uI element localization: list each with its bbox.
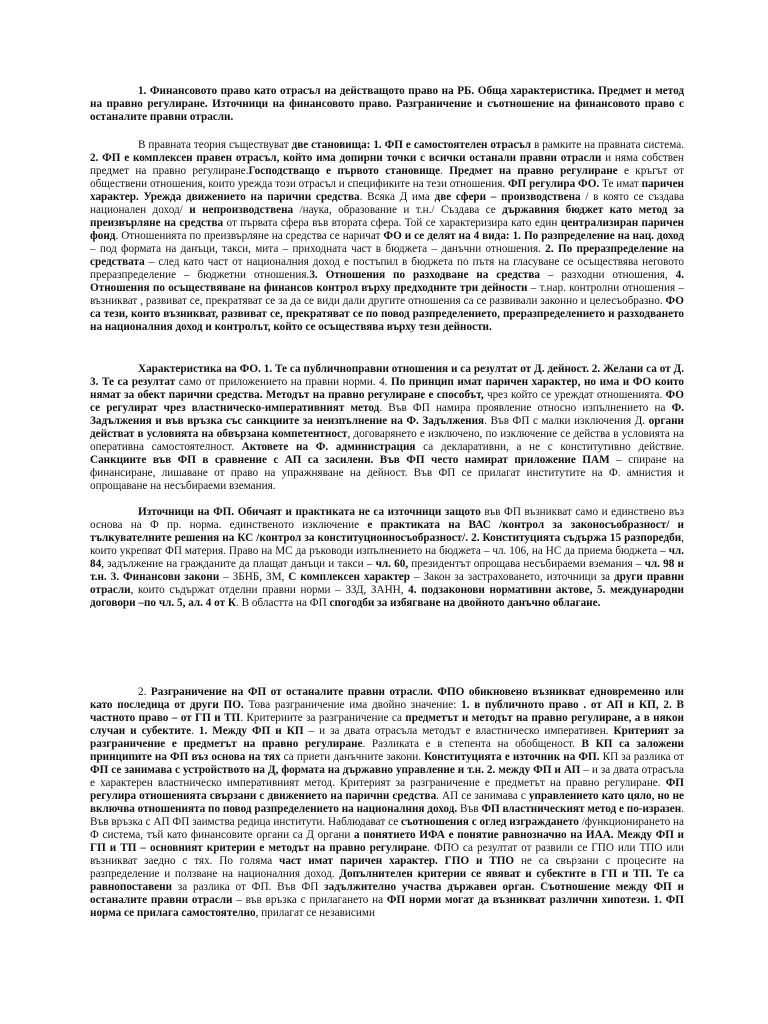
text-run: , които укрепват ФП материя. Право на МС да ръководи изпълнението на бюджета – чл. 106, на НС да приема бюджета – xyxy=(90,532,684,557)
text-run: , прилагат се независими xyxy=(255,907,375,919)
text-run: . Отношенията по преизвърляне на средства се наричат xyxy=(115,230,384,242)
text-run: само от приложението на правни норми. 4. xyxy=(175,376,392,388)
text-run: Те имат xyxy=(599,178,642,190)
bold-run: 4. подзаконови нормативни актове, 5. международни договори –по чл. 5, ал. 4 от К xyxy=(90,584,684,609)
text-run: . ФПО са резултат от развили се ГПО или ТПО или възникват заедно с тях. По голяма xyxy=(90,842,684,867)
bold-run: чл. 60, xyxy=(375,558,409,570)
bold-run: С комплексен характер xyxy=(288,571,410,583)
bold-run: 2. По преразпределение на средствата xyxy=(90,243,684,268)
bold-run: част имат паричен характер. ГПО и ТПО xyxy=(279,855,515,867)
bold-run: ФП регулира ФО. xyxy=(507,178,600,190)
section-heading xyxy=(90,85,684,124)
paragraph-subject-of-regulation xyxy=(90,139,684,334)
bold-run: Санкциите във ФП в сравнение с АП са засилени. Във ФП често намират приложение ПАМ xyxy=(90,454,610,466)
bold-run: Критерият за разграничение е предметът на правно регулиране xyxy=(90,725,685,750)
text-run: , договарянето е изключено, по изключение се действа в условията на оперативна самостоятелност. xyxy=(90,428,685,453)
bold-run: Разграничение на ФП от останалите правни отрасли. ФПО обикновено възникват едновременно или като последица от други ПО. xyxy=(90,686,685,711)
text-run: не са свързани с процесите на разпределение и ползване на националния доход. xyxy=(90,855,684,880)
text-run: . Всяка Д има xyxy=(359,191,435,203)
bold-run: По принцип имат паричен характер, но има и ФО които нямат за обект парични средства. Методът на правно регулиране е способът, xyxy=(90,376,684,401)
text-run: В правната теория съществуват xyxy=(138,139,292,151)
bold-run: други правни отрасли xyxy=(90,571,684,596)
bold-run: Господстващо е първото становище xyxy=(248,165,441,177)
bold-run: чл. 98 и т.н. 3. Финансови закони xyxy=(90,558,684,583)
bold-run: 3. Отношения по разходване на средства xyxy=(309,269,540,281)
bold-run: ФО са тези, които възникват, развиват се, прекратяват се по повод разпределението, преразпределението и разходването на националния доход и контролът, който се осъществява върху тези дейности. xyxy=(90,295,684,333)
bold-run: е практиката на ВАС /контрол за законосъобразност/ и тълкувателните решения на КС /контрол за конституционносъобразност/. 2. Конституцията съдържа 15 разпоредби xyxy=(90,519,685,544)
text-run: . Във ФП намира проявление относно изпълнението на xyxy=(379,402,672,414)
text-run: – ЗБНБ, ЗМ, xyxy=(219,571,289,583)
text-run: Това разграничение има двойно значение: xyxy=(243,699,462,711)
bold-run: Характеристика на ФО. 1. Те са публичноправни отношения и са резултат от Д. дейност. 2. Желани са от Д. 3. Те са резултат xyxy=(90,363,684,388)
bold-run: съотношения с оглед изграждането xyxy=(401,816,579,828)
paragraph-characteristics xyxy=(90,363,684,493)
text-run: . АП се занимава с xyxy=(436,790,529,802)
text-run: президентът опрощава несъбираеми вземания – xyxy=(408,558,645,570)
bold-run: В КП са заложени принципите на ФП въз основа на тях xyxy=(90,738,684,763)
bold-run: Ф. Задължения и във връзка със санкциите за неизпълнение на Ф. Задължения xyxy=(90,402,684,427)
bold-run: чл. 84 xyxy=(90,545,684,570)
text-run: във ФП възникват само и единствено въз основа на Ф пр. норма. единственото изключение xyxy=(90,506,684,531)
bold-run: ФП норми могат да възникват различни хипотези. 1. ФП норма се прилага самостоятелно xyxy=(90,894,684,919)
bold-run: 2. ФП е комплексен правен отрасъл, който има допирни точки с всички останали правни отрасли xyxy=(90,152,602,164)
bold-run: ФО и се делят на 4 вида: 1. По разпределение на нац. доход xyxy=(383,230,684,242)
bold-run: органи действат в условията на обвързана компетентност xyxy=(90,415,684,440)
text-run: за разлика от ФП. Във ФП xyxy=(172,881,325,893)
bold-run: ФО се регулират чрез властническо-императивният метод xyxy=(90,389,684,414)
bold-run: 1. Между ФП и КП xyxy=(198,725,304,737)
bold-run: задължително участва държавен орган. Съотношение между ФП и останалите правни отрасли xyxy=(90,881,684,906)
text-run: – и за двата отрасъла методът е властническо императивен. xyxy=(303,725,614,737)
bold-run: Източници на ФП. Обичаят и практиката не са източници защото xyxy=(138,506,481,518)
text-run: са декларативни, а не с конститутивно действие. xyxy=(415,441,685,453)
text-run: чрез който се уреждат отношенията. xyxy=(483,389,666,401)
text-run: / в която се създава национален доход/ xyxy=(90,191,684,216)
text-run: – под формата на данъци, такси, мита – приходната част в бюджета – данъчни отношения. xyxy=(90,243,546,255)
text-run: – Закон за застраховането, източници за xyxy=(409,571,614,583)
text-run: – разходни отношения, xyxy=(540,269,676,281)
bold-run: ФП се занимава с устройството на Д, формата на държавно управление и т.н. 2. между ФП и АП xyxy=(90,764,581,776)
text-run: , които съдържат отделни правни норми – ЗЗД, ЗАНН, xyxy=(130,584,409,596)
bold-run: държавния бюджет като метод за преизвърляне на средства xyxy=(90,204,684,229)
text-run: – във връзка с прилагането на xyxy=(232,894,387,906)
bold-run: Допълнителен критерии се явяват и субектите в ГП и ТП. Те са равнопоставени xyxy=(90,868,684,893)
bold-run: управлението като цяло, но не включва отношенията по повод разпределението на националния доход. xyxy=(90,790,684,815)
bold-run: предметът и методът на правно регулиране, а в някои случаи и субектите xyxy=(90,712,685,737)
text-run: в рамките на правната система. xyxy=(531,139,684,151)
text-run: . xyxy=(440,165,450,177)
text-run: – спиране на финансиране, лишаване от право на упражняване на дейност. Във ФП се прилагат институтите на Ф. амнистия и опрощаване на несъбираеми вземания. xyxy=(90,454,684,492)
bold-run: паричен характер. Урежда движението на парични средства xyxy=(90,178,684,203)
text-run: – и за двата отрасъла е характерен властническо императивният метод. Критерият за разграничение е предметът на правно регулиране. xyxy=(90,764,684,789)
bold-run: две сфери – производствена xyxy=(434,191,581,203)
text-run: . Разликата е в степента на обобщеност. xyxy=(362,738,582,750)
bold-run: спогодби за избягване на двойното данъчно облагане. xyxy=(329,597,601,609)
bold-run: 1. Финансовото право като отрасъл на действащото право на РБ. Обща характеристика. Предмет и метод на правно регулиране. Източници на финансовото право. Разграничение и съотношение на финансовото право с останалите правни отрасли. xyxy=(90,85,684,123)
bold-run: 1. в публичното право . от АП и КП, 2. В частното право – от ГП и ТП xyxy=(90,699,684,724)
bold-run: и непроизводствена xyxy=(189,204,294,216)
bold-run: Конституцията е източник на ФП. xyxy=(424,751,600,763)
text-run: . Във ФП с малки изключения Д. xyxy=(484,415,649,427)
text-run: . xyxy=(191,725,199,737)
text-run: . В областта на ФП xyxy=(236,597,330,609)
text-run: КП за разлика от xyxy=(599,751,684,763)
text-run: . Във връзка с АП ФП заимства редица институти. Наблюдават се xyxy=(90,803,684,828)
bold-run: централизиран паричен фонд xyxy=(90,217,684,242)
bold-run: ФП регулира отношенията свързани с движението на парични средства xyxy=(90,777,684,802)
text-run: и няма собствен предмет на правно регулиране. xyxy=(90,152,684,177)
bold-run: 4. Отношения по осъществяване на финансов контрол върху предходните три дейности xyxy=(90,269,685,294)
text-run: – т.нар. контролни отношения – възникват , развиват се, прекратяват се за да се види дали другите отношения са се развивали законно и целесъобразно. xyxy=(90,282,684,307)
text-run: са приети данъчните закони. xyxy=(280,751,425,763)
text-run: от първата сфера във втората сфера. Той се характеризира като един xyxy=(223,217,561,229)
bold-run: Предмет на правно регулиране xyxy=(449,165,618,177)
text-run: – след като част от националния доход е постъпил в бюджета по пътя на гласуване се осъществява неговото преразпределение – бюджетни отношения. xyxy=(90,256,684,281)
text-run: е кръгът от обществени отношения, които урежда този отрасъл и спецификите на тези отношения. xyxy=(90,165,684,190)
text-run: /наука, образование и т.н./ Създава се xyxy=(293,204,503,216)
bold-run: ФП властническият метод е по-изразен xyxy=(481,803,682,815)
text-run: Във xyxy=(457,803,482,815)
text-run: , задължение на гражданите да плащат данъци и такси – xyxy=(101,558,376,570)
text-run: 2. xyxy=(138,686,151,698)
bold-run: а понятието ИФА е понятие равнозначно на ИАА. Между ФП и ГП и ТП – основният критерии е методът на правно регулиране xyxy=(90,829,684,854)
bold-run: Актовете на Ф. администрация xyxy=(241,441,416,453)
bold-run: две становища: 1. ФП е самостоятелен отрасъл xyxy=(291,139,532,151)
text-run: /функционирането на Ф система, тъй като финансовите органи са Д органи xyxy=(90,816,684,841)
text-run: . Критериите за разграничение са xyxy=(240,712,406,724)
paragraph-sources xyxy=(90,506,684,610)
paragraph-distinction xyxy=(90,686,684,920)
